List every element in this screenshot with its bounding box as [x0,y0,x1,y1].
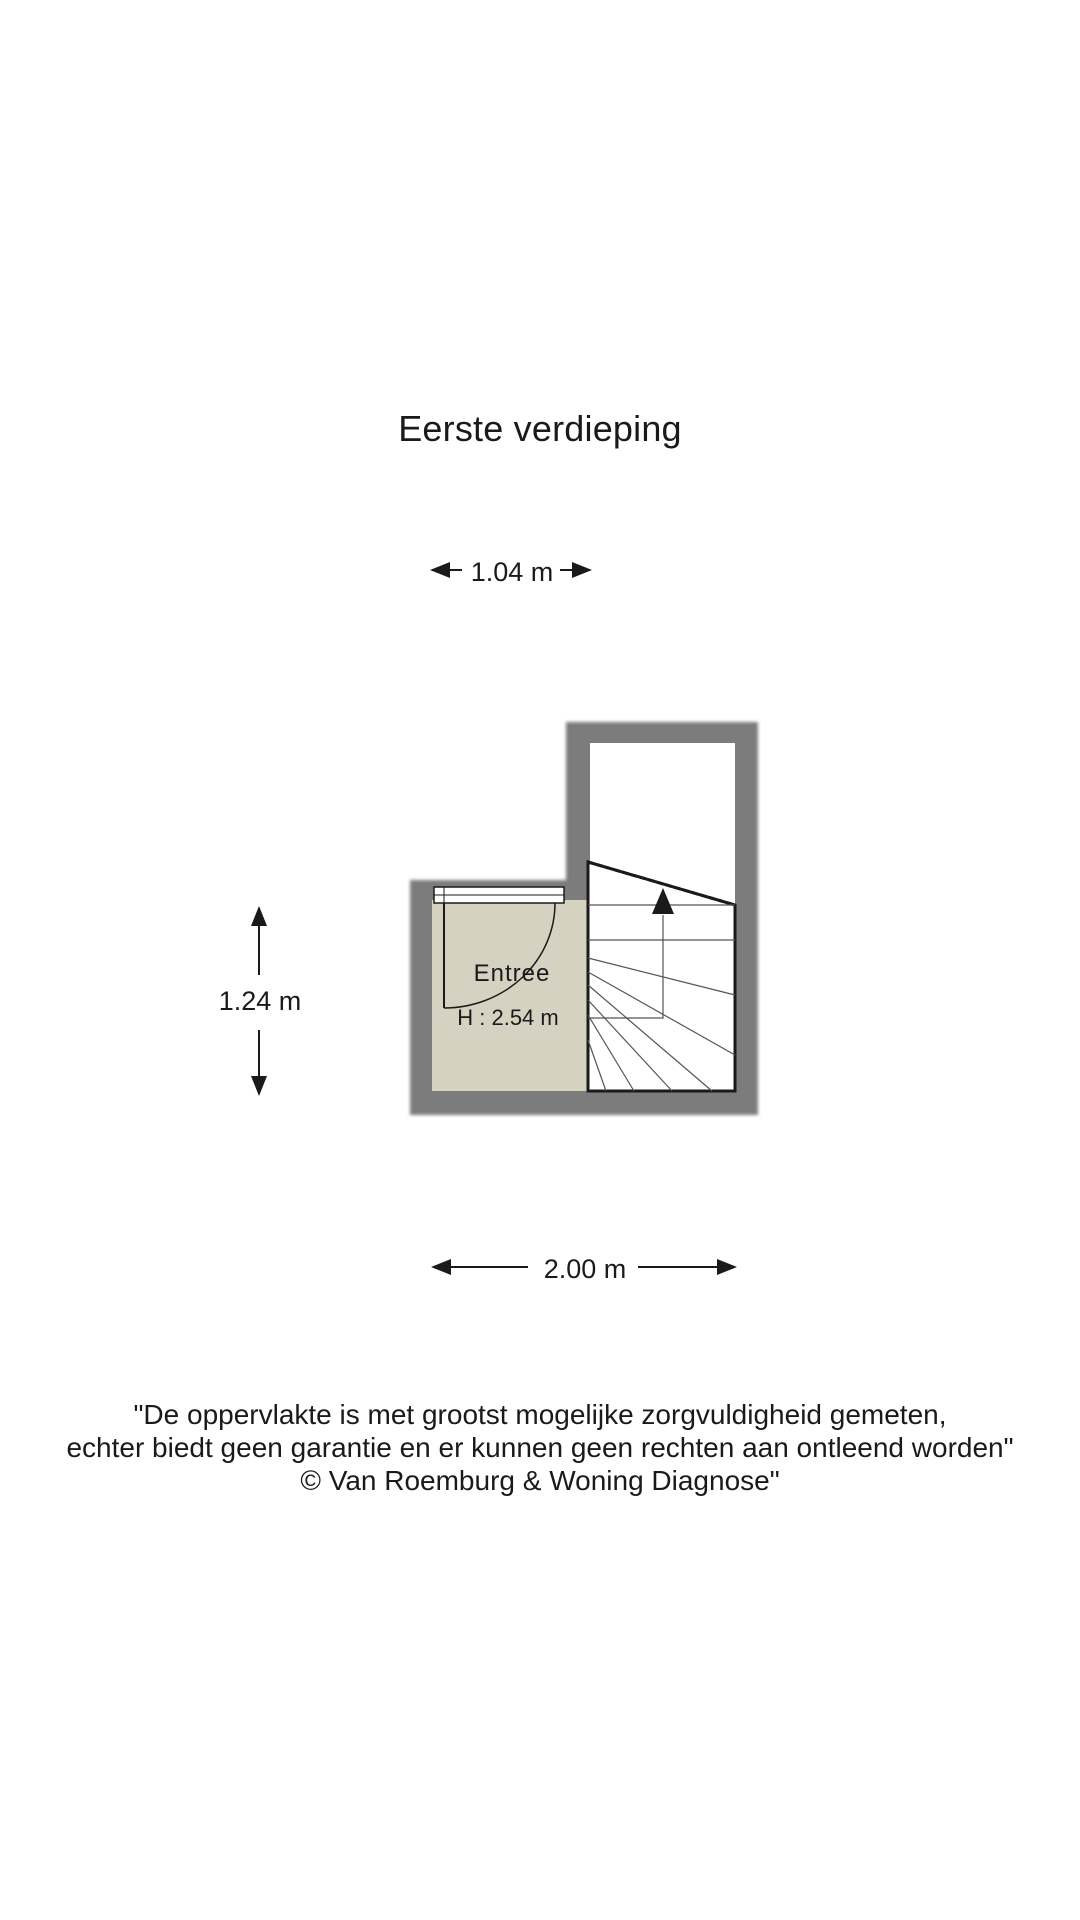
disclaimer-line-2: echter biedt geen garantie en er kunnen geen rechten aan ontleend worden" [66,1432,1014,1463]
disclaimer-line-3: © Van Roemburg & Woning Diagnose" [300,1465,780,1496]
dimension-top-label: 1.04 m [470,557,554,587]
dimension-top [432,557,590,587]
room-height-label: H : 2.54 m [457,1005,559,1030]
dimension-left-label: 1.24 m [218,986,302,1016]
window-icon [434,887,564,903]
dimension-left [219,908,302,1094]
disclaimer [0,1398,1080,1497]
dimension-bottom [433,1254,735,1284]
disclaimer-line-1: "De oppervlakte is met grootst mogelijke zorgvuldigheid gemeten, [133,1399,947,1430]
floor-title: Eerste verdieping [398,408,682,449]
dimension-bottom-label: 2.00 m [543,1254,627,1284]
room-name-label: Entree [473,960,551,987]
room-entree [432,900,588,1091]
